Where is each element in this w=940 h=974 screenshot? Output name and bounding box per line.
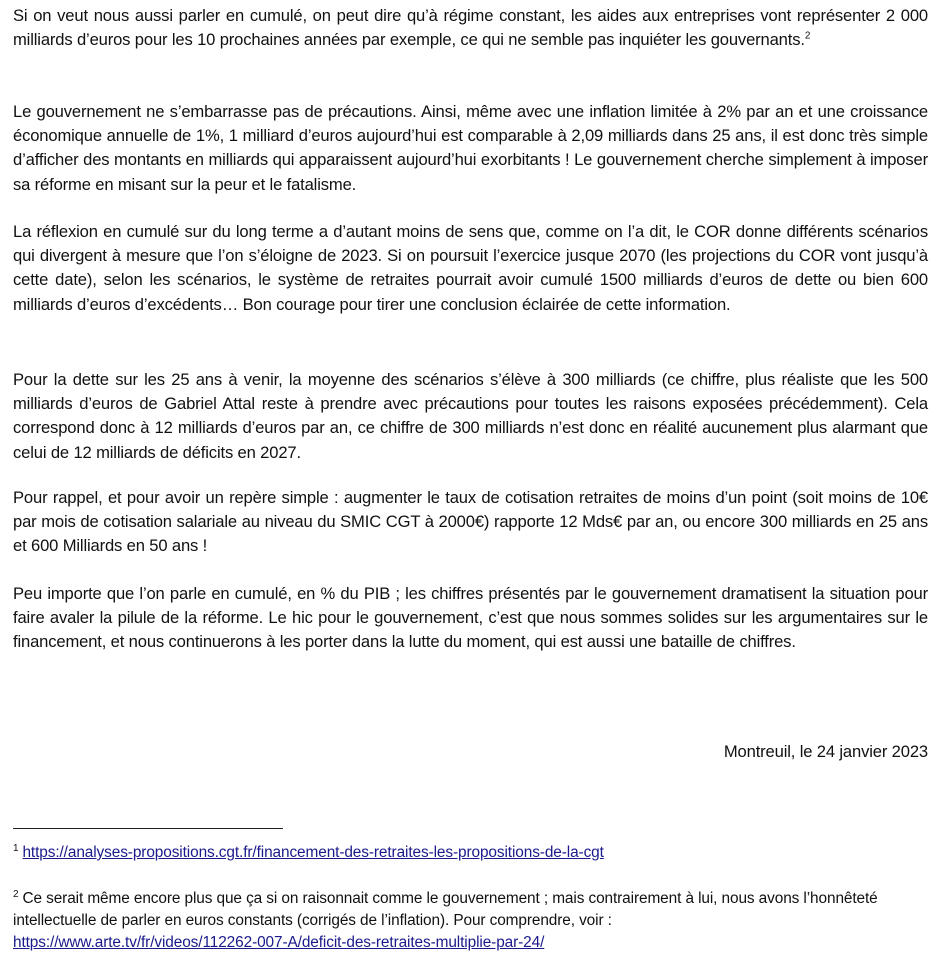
paragraph-conclusion: Peu importe que l’on parle en cumulé, en % du PIB ; les chiffres présentés par le gouvernement dramatisent la situation pour faire avaler la pilule de la réforme. Le hic pour le gouvernement, c’est que nous sommes solides sur les argumentaires sur le financement, et nous continuerons à les porter dans la lutte du moment, qui est aussi une bataille de chiffres. <box>13 584 928 652</box>
paragraph-dette-25-ans: Pour la dette sur les 25 ans à venir, la moyenne des scénarios s’élève à 300 milliards (ce chiffre, plus réaliste que les 500 milliards d’euros de Gabriel Attal reste à prendre avec précautions pour toutes les raisons exposées précédemment). Cela correspond donc à 12 milliards d’euros par an, ce chiffre de 300 milliards n’est donc en réalité aucunement plus alarmant que celui de 12 milliards de déficits en 2027. <box>13 370 928 462</box>
paragraph-aides-entreprises <box>13 4 928 52</box>
footnote-1-link[interactable]: https://analyses-propositions.cgt.fr/financement-des-retraites-les-propositions-de-la-cgt <box>22 844 604 861</box>
paragraph-long-terme: La réflexion en cumulé sur du long terme a d’autant moins de sens que, comme on l’a dit, le COR donne différents scénarios qui divergent à mesure que l’on s’éloigne de 2023. Si on poursuit l’exercice jusque 2070 (les projections du COR vont jusqu’à cette date), selon les scénarios, le système de retraites pourrait avoir cumulé 1500 milliards d’euros de dette ou bien 600 milliards d’euros d’excédents… Bon courage pour tirer une conclusion éclairée de cette information. <box>13 222 928 314</box>
footnote-2 <box>13 888 928 954</box>
footnote-mark: 1 <box>13 842 19 854</box>
footnote-ref-2[interactable]: 2 <box>804 30 811 42</box>
footnote-2-link[interactable]: https://www.arte.tv/fr/videos/112262-007-A/deficit-des-retraites-multiplie-par-24/ <box>13 934 545 951</box>
footnote-separator <box>13 828 283 829</box>
footnote-1 <box>13 842 928 864</box>
footnote-mark: 2 <box>13 888 19 900</box>
paragraph-precautions: Le gouvernement ne s’embarrasse pas de précautions. Ainsi, même avec une inflation limitée à 2% par an et une croissance économique annuelle de 1%, 1 milliard d’euros aujourd’hui est comparable à 2,09 milliards dans 25 ans, il est donc très simple d’afficher des montants en milliards qui apparaissent aujourd’hui exorbitants ! Le gouvernement cherche simplement à imposer sa réforme en misant sur la peur et le fatalisme. <box>13 102 928 194</box>
paragraph-text: Si on veut nous aussi parler en cumulé, on peut dire qu’à régime constant, les aides aux entreprises vont représenter 2 000 milliards d’euros pour les 10 prochaines années par exemple, ce qui ne semble pas inquiéter les gouvernants. <box>13 6 928 50</box>
signature-date: Montreuil, le 24 janvier 2023 <box>723 742 928 761</box>
footnote-2-text: Ce serait même encore plus que ça si on raisonnait comme le gouvernement ; mais contrairement à lui, nous avons l’honnêteté intellectuelle de parler en euros constants (corrigés de l’inflation). Pour comprendre, voir : <box>13 890 878 929</box>
paragraph-rappel: Pour rappel, et pour avoir un repère simple : augmenter le taux de cotisation retraites de moins d’un point (soit moins de 10€ par mois de cotisation salariale au niveau du SMIC CGT à 2000€) rapporte 12 Mds€ par an, ou encore 300 milliards en 25 ans et 600 Milliards en 50 ans ! <box>13 488 928 556</box>
